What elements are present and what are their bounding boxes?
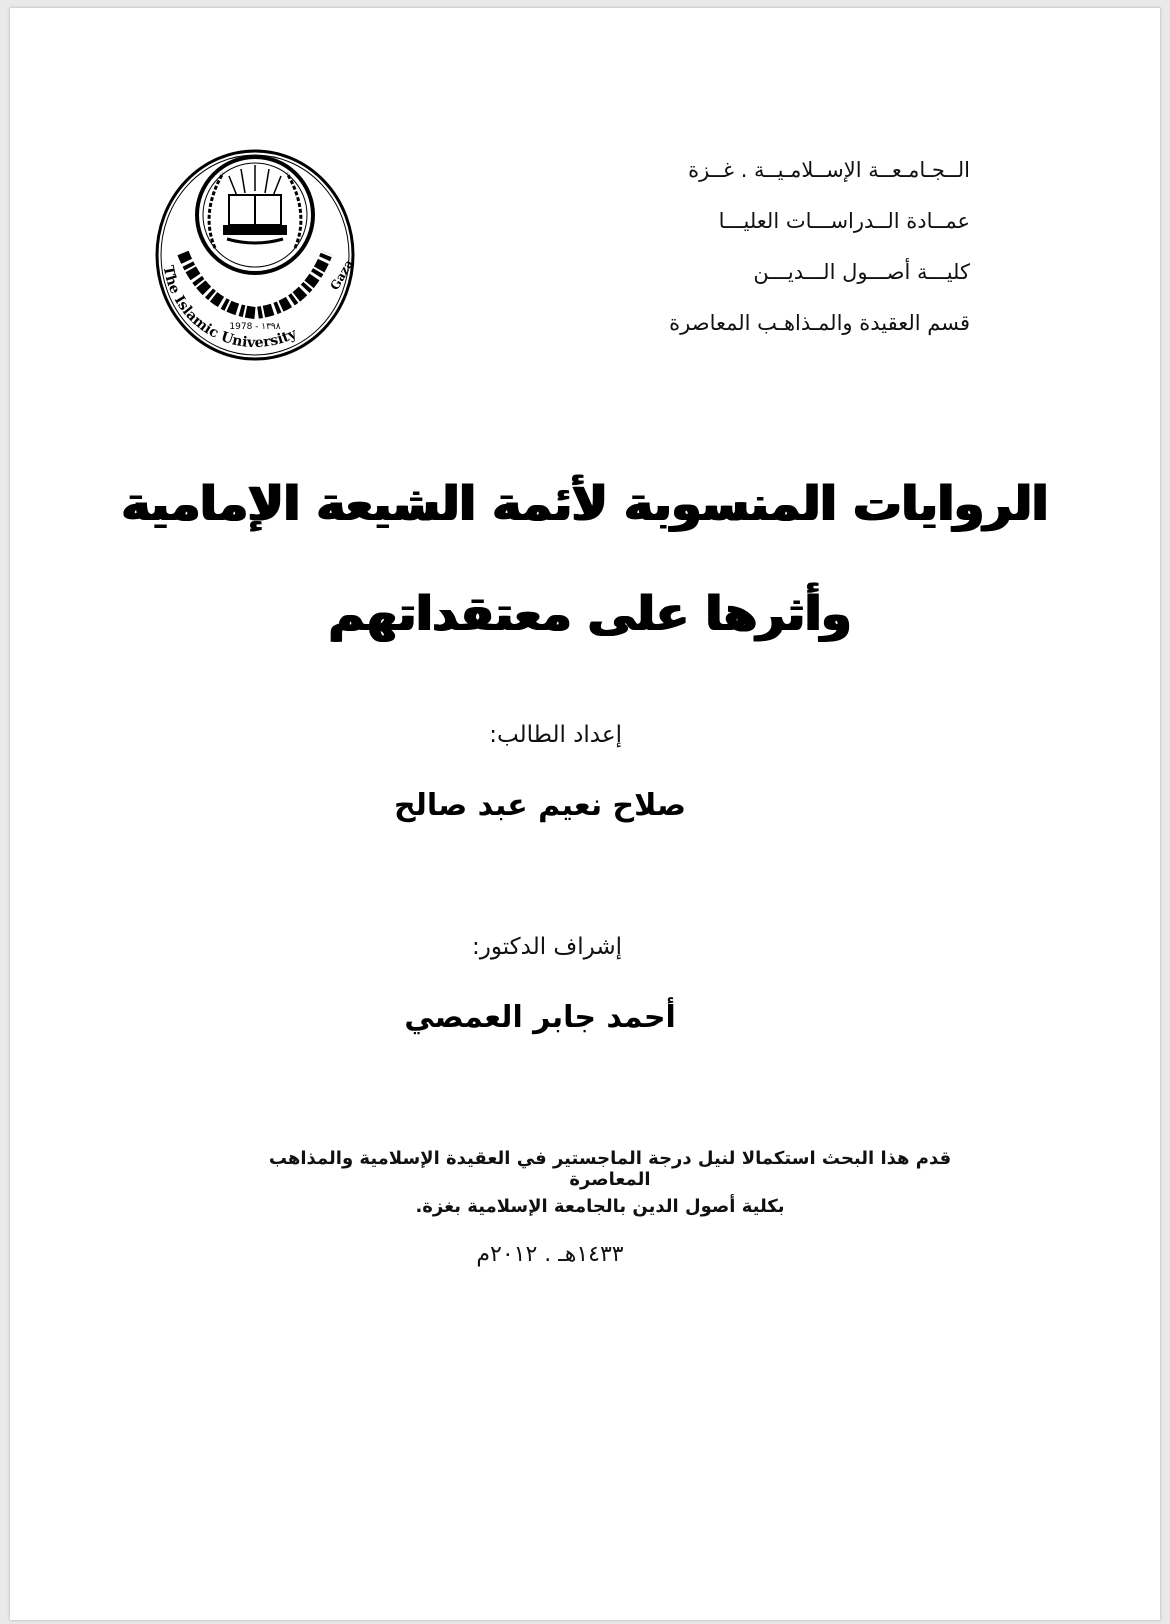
thesis-title-line-1: الروايات المنسوبة لأئمة الشيعة الإمامية xyxy=(121,476,1049,532)
document-page xyxy=(10,8,1160,1620)
submission-date: ١٤٣٣هـ . ٢٠١٢م xyxy=(476,1242,624,1267)
thesis-title-line-2: وأثرها على معتقداتهم xyxy=(328,586,852,642)
faculty-line: كليـــة أصـــول الـــديـــن xyxy=(753,260,970,284)
submission-faculty: بكلية أصول الدين بالجامعة الإسلامية بغزة. xyxy=(415,1196,785,1217)
university-seal-logo xyxy=(145,143,365,373)
seal-english-text: The Islamic University xyxy=(159,264,300,352)
supervisor-label: إشراف الدكتور: xyxy=(472,934,622,960)
submission-statement: قدم هذا البحث استكمالا لنيل درجة الماجستير في العقيدة الإسلامية والمذاهب المعاصرة xyxy=(268,1148,952,1190)
seal-city-text: Gaza xyxy=(327,257,356,293)
deanship-line: عمــادة الــدراســـات العليـــا xyxy=(718,209,970,233)
student-label: إعداد الطالب: xyxy=(489,722,622,748)
department-line: قسم العقيدة والمـذاهـب المعاصرة xyxy=(669,311,970,335)
institution-header xyxy=(550,150,970,354)
university-line: الــجـامـعــة الإســلامـيــة . غــزة xyxy=(688,158,970,182)
supervisor-name: أحمد جابر العمصي xyxy=(404,1000,676,1035)
seal-years-text: 1978 - ١٣٩٨ xyxy=(229,322,281,332)
student-name: صلاح نعيم عبد صالح xyxy=(394,788,686,823)
